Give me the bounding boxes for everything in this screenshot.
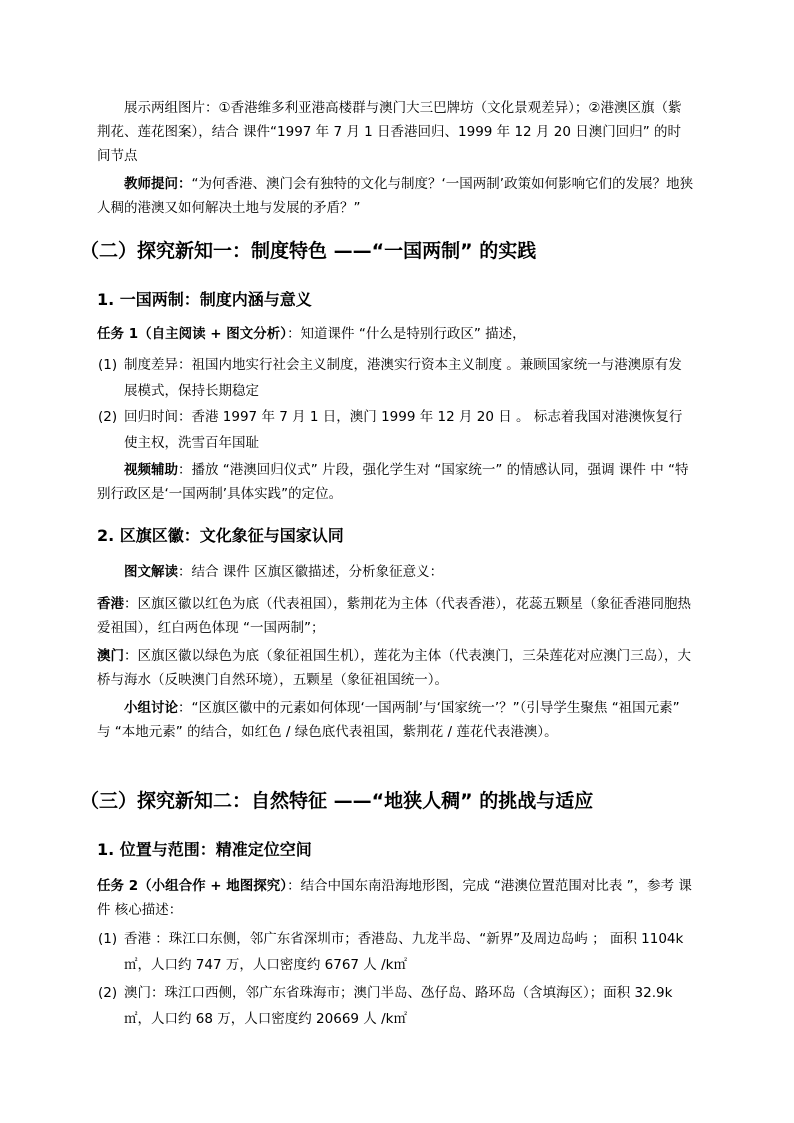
macau-symbol: 澳门：区旗区徽以绿色为底（象征祖国生机），莲花为主体（代表澳门，三朵莲花对应澳门三岛），大桥与海水（反映澳门自然环境），五颗星（象征祖国统一）。 bbox=[97, 648, 691, 688]
task-2: 任务 2（小组合作 + 地图探究）：结合中国东南沿海地形图，完成 “港澳位置范围对比表 ”，参考 课件 核心描述： bbox=[97, 878, 692, 918]
list-item: (1) 香港 ：珠江口东侧，邻广东省深圳市；香港岛、九龙半岛、“新界”及周边岛屿 ； 面积 1104k㎡，人口约 747 万，人口密度约 6767 人 /k㎡ bbox=[98, 931, 684, 973]
intro-paragraph: 展示两组图片：①香港维多利亚港高楼群与澳门大三巴牌坊（文化景观差异）；②港澳区旗（紫荆花、莲花图案），结合 课件“1997 年 7 月 1 日香港回归、1999 年 12 月 20 日澳门回归” 的时间节点 bbox=[97, 100, 682, 164]
task-1: 任务 1（自主阅读 + 图文分析）：知道课件 “什么是特别行政区” 描述， bbox=[97, 326, 526, 342]
section-heading-2: （二）探究新知一：制度特色 ——“一国两制” 的实践 bbox=[80, 240, 537, 262]
subheading-flags-emblems: 2. 区旗区徽：文化象征与国家认同 bbox=[97, 526, 344, 545]
figure-reading: 图文解读：结合 课件 区旗区徽描述，分析象征意义： bbox=[124, 564, 444, 580]
list-item: (2) 澳门：珠江口西侧，邻广东省珠海市；澳门半岛、氹仔岛、路环岛（含填海区）；面积 32.9k㎡，人口约 68 万，人口密度约 20669 人 /k㎡ bbox=[98, 985, 673, 1027]
hongkong-label: 香港 bbox=[97, 596, 124, 612]
teacher-question: 教师提问：“为何香港、澳门会有独特的文化与制度？‘一国两制’政策如何影响它们的发展？地狭人稠的港澳又如何解决土地与发展的矛盾？” bbox=[97, 176, 694, 216]
group-discussion-label: 小组讨论 bbox=[124, 700, 178, 716]
video-support-label: 视频辅助 bbox=[124, 462, 178, 478]
list-item: (2) 回归时间：香港 1997 年 7 月 1 日，澳门 1999 年 12 月 20 日 。 标志着我国对港澳恢复行使主权，洗雪百年国耻 bbox=[98, 409, 683, 451]
subheading-one-country-two-systems: 1. 一国两制：制度内涵与意义 bbox=[97, 290, 312, 309]
task-2-label: 任务 2（小组合作 + 地图探究） bbox=[97, 878, 288, 894]
list-item: (1) 制度差异：祖国内地实行社会主义制度，港澳实行资本主义制度 。兼顾国家统一与港澳原有发展模式，保持长期稳定 bbox=[98, 357, 682, 399]
task-1-label: 任务 1（自主阅读 + 图文分析） bbox=[97, 326, 288, 342]
group-discussion: 小组讨论：“区旗区徽中的元素如何体现‘一国两制’与‘国家统一’？”（引导学生聚焦 “祖国元素” 与 “本地元素” 的结合，如红色 / 绿色底代表祖国，紫荆花 / 莲花代表港澳）。 bbox=[97, 700, 680, 740]
video-support: 视频辅助：播放 “港澳回归仪式” 片段，强化学生对 “国家统一” 的情感认同，强调 课件 中 “特别行政区是‘一国两制’具体实践”的定位。 bbox=[97, 462, 689, 502]
teacher-question-label: 教师提问： bbox=[124, 176, 192, 192]
macau-label: 澳门 bbox=[97, 648, 124, 664]
hongkong-symbol: 香港：区旗区徽以红色为底（代表祖国），紫荆花为主体（代表香港），花蕊五颗星（象征香港同胞热爱祖国），红白两色体现 “一国两制”； bbox=[97, 596, 691, 636]
section-heading-3: （三）探究新知二：自然特征 ——“地狭人稠” 的挑战与适应 bbox=[80, 790, 594, 812]
subheading-location-range: 1. 位置与范围：精准定位空间 bbox=[97, 840, 312, 859]
figure-reading-label: 图文解读 bbox=[124, 564, 178, 580]
